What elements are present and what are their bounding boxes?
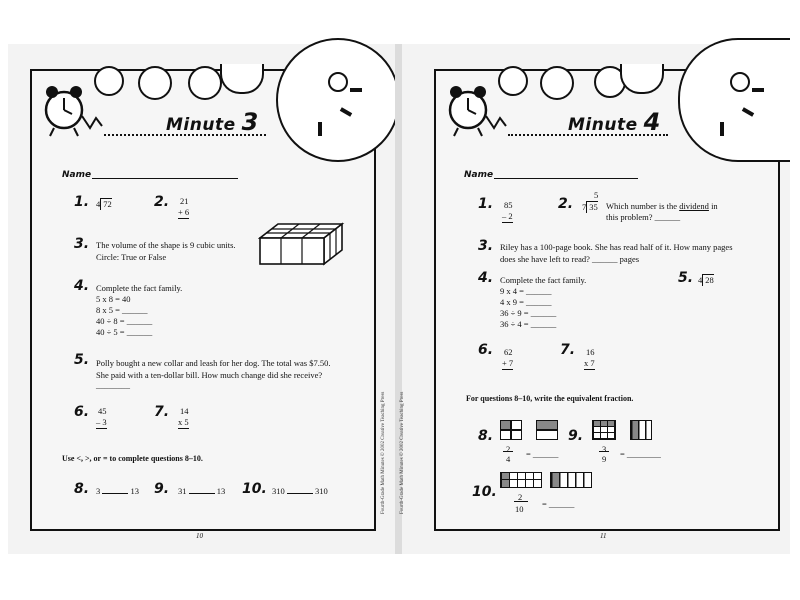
q5-answer: ________: [96, 380, 130, 390]
fraction-model: [630, 420, 652, 440]
big-clock-marks: [276, 64, 372, 158]
alarm-clock-icon: [442, 82, 512, 140]
q4-line: 36 ÷ 9 = ______: [500, 308, 557, 318]
fraction-bar: [599, 449, 609, 452]
q8-compare: 3 13: [96, 486, 139, 496]
small-clock-icon: [188, 66, 222, 100]
question-number: 1.: [478, 196, 494, 212]
q4-line: 9 x 4 = ______: [500, 286, 552, 296]
q4-prompt: Complete the fact family.: [500, 275, 587, 285]
question-number: 6.: [74, 404, 90, 420]
q2-bottom: + 6: [178, 207, 190, 217]
q4-line: 5 x 8 = 40: [96, 294, 131, 304]
fraction-bar: [503, 449, 513, 452]
q4-prompt: Complete the fact family.: [96, 283, 183, 293]
q9-numerator: 3: [602, 444, 607, 454]
q5-line2: She paid with a ten-dollar bill. How much change did she receive?: [96, 370, 323, 380]
spine-credit: Fourth-Grade Math Minutes © 2002 Creative Teaching Press: [400, 391, 405, 514]
q1-bottom: – 2: [502, 211, 513, 221]
q3-line2: Circle: True or False: [96, 252, 167, 262]
question-number: 8.: [478, 428, 494, 444]
question-number: 5.: [74, 352, 90, 368]
fraction-model: [500, 472, 542, 488]
q10-compare: 310 310: [272, 486, 328, 496]
question-number: 6.: [478, 342, 494, 358]
q3-line1: The volume of the shape is 9 cubic units.: [96, 240, 236, 250]
question-number: 3.: [74, 236, 90, 252]
instruction: For questions 8–10, write the equivalent fraction.: [466, 394, 634, 403]
q2-division: 7 35: [582, 202, 598, 212]
question-number: 5.: [678, 270, 694, 286]
q8-denominator: 4: [506, 454, 511, 464]
title-dotted-line: [104, 134, 266, 136]
q4-line: 40 ÷ 8 = ______: [96, 316, 153, 326]
name-field[interactable]: [92, 178, 238, 179]
fraction-model: [550, 472, 592, 488]
page-title: [166, 108, 259, 136]
title-dotted-line: [508, 134, 668, 136]
small-clock-icon: [138, 66, 172, 100]
fraction-model: [536, 420, 558, 440]
question-number: 2.: [154, 194, 170, 210]
q9-denominator: 9: [602, 454, 607, 464]
q4-line: 4 x 9 = ______: [500, 297, 552, 307]
alarm-clock-icon: [38, 82, 108, 140]
q4-line: 8 x 5 = ______: [96, 305, 148, 315]
left-page: [8, 44, 396, 554]
title-word: Minute: [166, 115, 236, 135]
q1-top: 85: [504, 200, 513, 210]
name-label: Name: [62, 170, 92, 180]
question-number: 2.: [558, 196, 574, 212]
title-number: 4: [643, 108, 661, 136]
page-number: 11: [600, 532, 607, 540]
q2-text-line1: Which number is the dividend in: [606, 201, 718, 211]
question-number: 9.: [154, 481, 170, 497]
cube-prism-figure: [258, 222, 348, 268]
q7-top: 14: [180, 406, 189, 416]
q6-bottom: – 3: [96, 417, 107, 427]
page-number: 10: [196, 532, 203, 540]
q3-line1: Riley has a 100-page book. She has read half of it. How many pages: [500, 242, 733, 252]
q8-equals: = ______: [526, 449, 559, 459]
title-word: Minute: [568, 115, 638, 135]
question-number: 10.: [472, 484, 497, 500]
fraction-bar: [514, 499, 528, 502]
q5-division: 4 28: [698, 275, 714, 285]
title-number: 3: [241, 108, 259, 136]
q2-top: 21: [180, 196, 189, 206]
spine-credit: Fourth-Grade Math Minutes © 2002 Creative Teaching Press: [381, 391, 386, 514]
q9-equals: = ________: [620, 449, 661, 459]
question-number: 7.: [154, 404, 170, 420]
q1-division: 4 72: [96, 199, 112, 209]
q7-top: 16: [586, 347, 595, 357]
q6-bottom: + 7: [502, 358, 514, 368]
q8-numerator: 2: [506, 444, 511, 454]
q7-bottom: x 5: [178, 417, 189, 427]
q10-equals: = ______: [542, 499, 575, 509]
q10-numerator: 2: [518, 492, 523, 502]
right-page: [402, 44, 790, 554]
q3-line2: does she have left to read? ______ pages: [500, 254, 640, 264]
name-field[interactable]: [494, 178, 638, 179]
q6-top: 45: [98, 406, 107, 416]
question-number: 3.: [478, 238, 494, 254]
q2-text-line2: this problem? ______: [606, 212, 681, 222]
big-clock-marks: [678, 64, 774, 158]
q4-line: 36 ÷ 4 = ______: [500, 319, 557, 329]
q10-denominator: 10: [515, 504, 524, 514]
fraction-model: [592, 420, 616, 440]
fraction-model: [500, 420, 522, 440]
question-number: 7.: [560, 342, 576, 358]
q4-line: 40 ÷ 5 = ______: [96, 327, 153, 337]
question-number: 10.: [242, 481, 267, 497]
question-number: 4.: [478, 270, 494, 286]
q6-top: 62: [504, 347, 513, 357]
question-number: 8.: [74, 481, 90, 497]
q7-bottom: x 7: [584, 358, 595, 368]
question-number: 9.: [568, 428, 584, 444]
small-clock-icon: [540, 66, 574, 100]
name-label: Name: [464, 170, 494, 180]
q5-line1: Polly bought a new collar and leash for her dog. The total was $7.50.: [96, 358, 331, 368]
q9-compare: 31 13: [178, 486, 226, 496]
question-number: 1.: [74, 194, 90, 210]
q2-quotient: 5: [594, 190, 599, 200]
question-number: 4.: [74, 278, 90, 294]
instruction: Use <, >, or = to complete questions 8–10.: [62, 454, 203, 463]
page-title: [568, 108, 661, 136]
